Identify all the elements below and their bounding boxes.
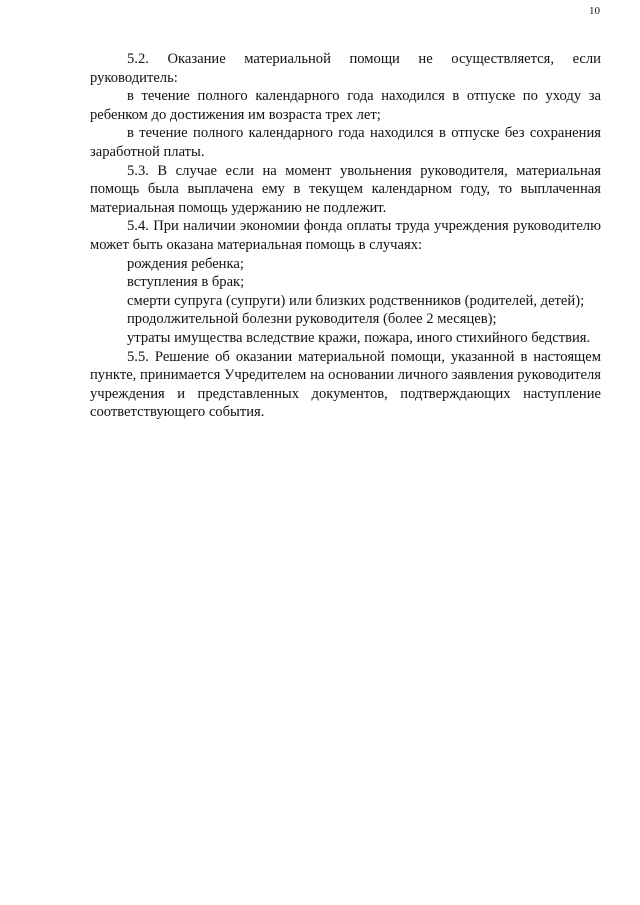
list-item-marriage: вступления в брак; [127, 274, 245, 291]
paragraph-5-4: 5.4. При наличии экономии фонда оплаты труда учреждения руководителю может быть оказана материальная помощь в случаях: [90, 218, 601, 253]
list-item-unpaid-leave: в течение полного календарного года находился в отпуске без сохранения заработной платы. [90, 125, 601, 160]
list-item-long-illness: продолжительной болезни руководителя (более 2 месяцев); [127, 311, 497, 328]
list-item-property-loss: утраты имущества вследствие кражи, пожара, иного стихийного бедствия. [127, 329, 591, 346]
page-number: 10 [589, 5, 600, 17]
paragraph-5-5: 5.5. Решение об оказании материальной помощи, указанной в настоящем пункте, принимается Учредителем на основании личного заявления руководителя учреждения и представленных документов, подтверждающих наступление соответствующего события. [90, 348, 601, 421]
paragraph-5-3: 5.3. В случае если на момент увольнения руководителя, материальная помощь была выплачена ему в текущем календарном году, то выплаченная материальная помощь удержанию не подлежит. [90, 162, 601, 216]
list-item-parental-leave: в течение полного календарного года находился в отпуске по уходу за ребенком до достижения им возраста трех лет; [90, 88, 601, 123]
list-item-death-of-relative: смерти супруга (супруги) или близких родственников (родителей, детей); [127, 292, 585, 309]
document-body [90, 50, 601, 422]
list-item-child-birth: рождения ребенка; [127, 255, 244, 272]
paragraph-5-2: 5.2. Оказание материальной помощи не осуществляется, если руководитель: [90, 51, 601, 86]
